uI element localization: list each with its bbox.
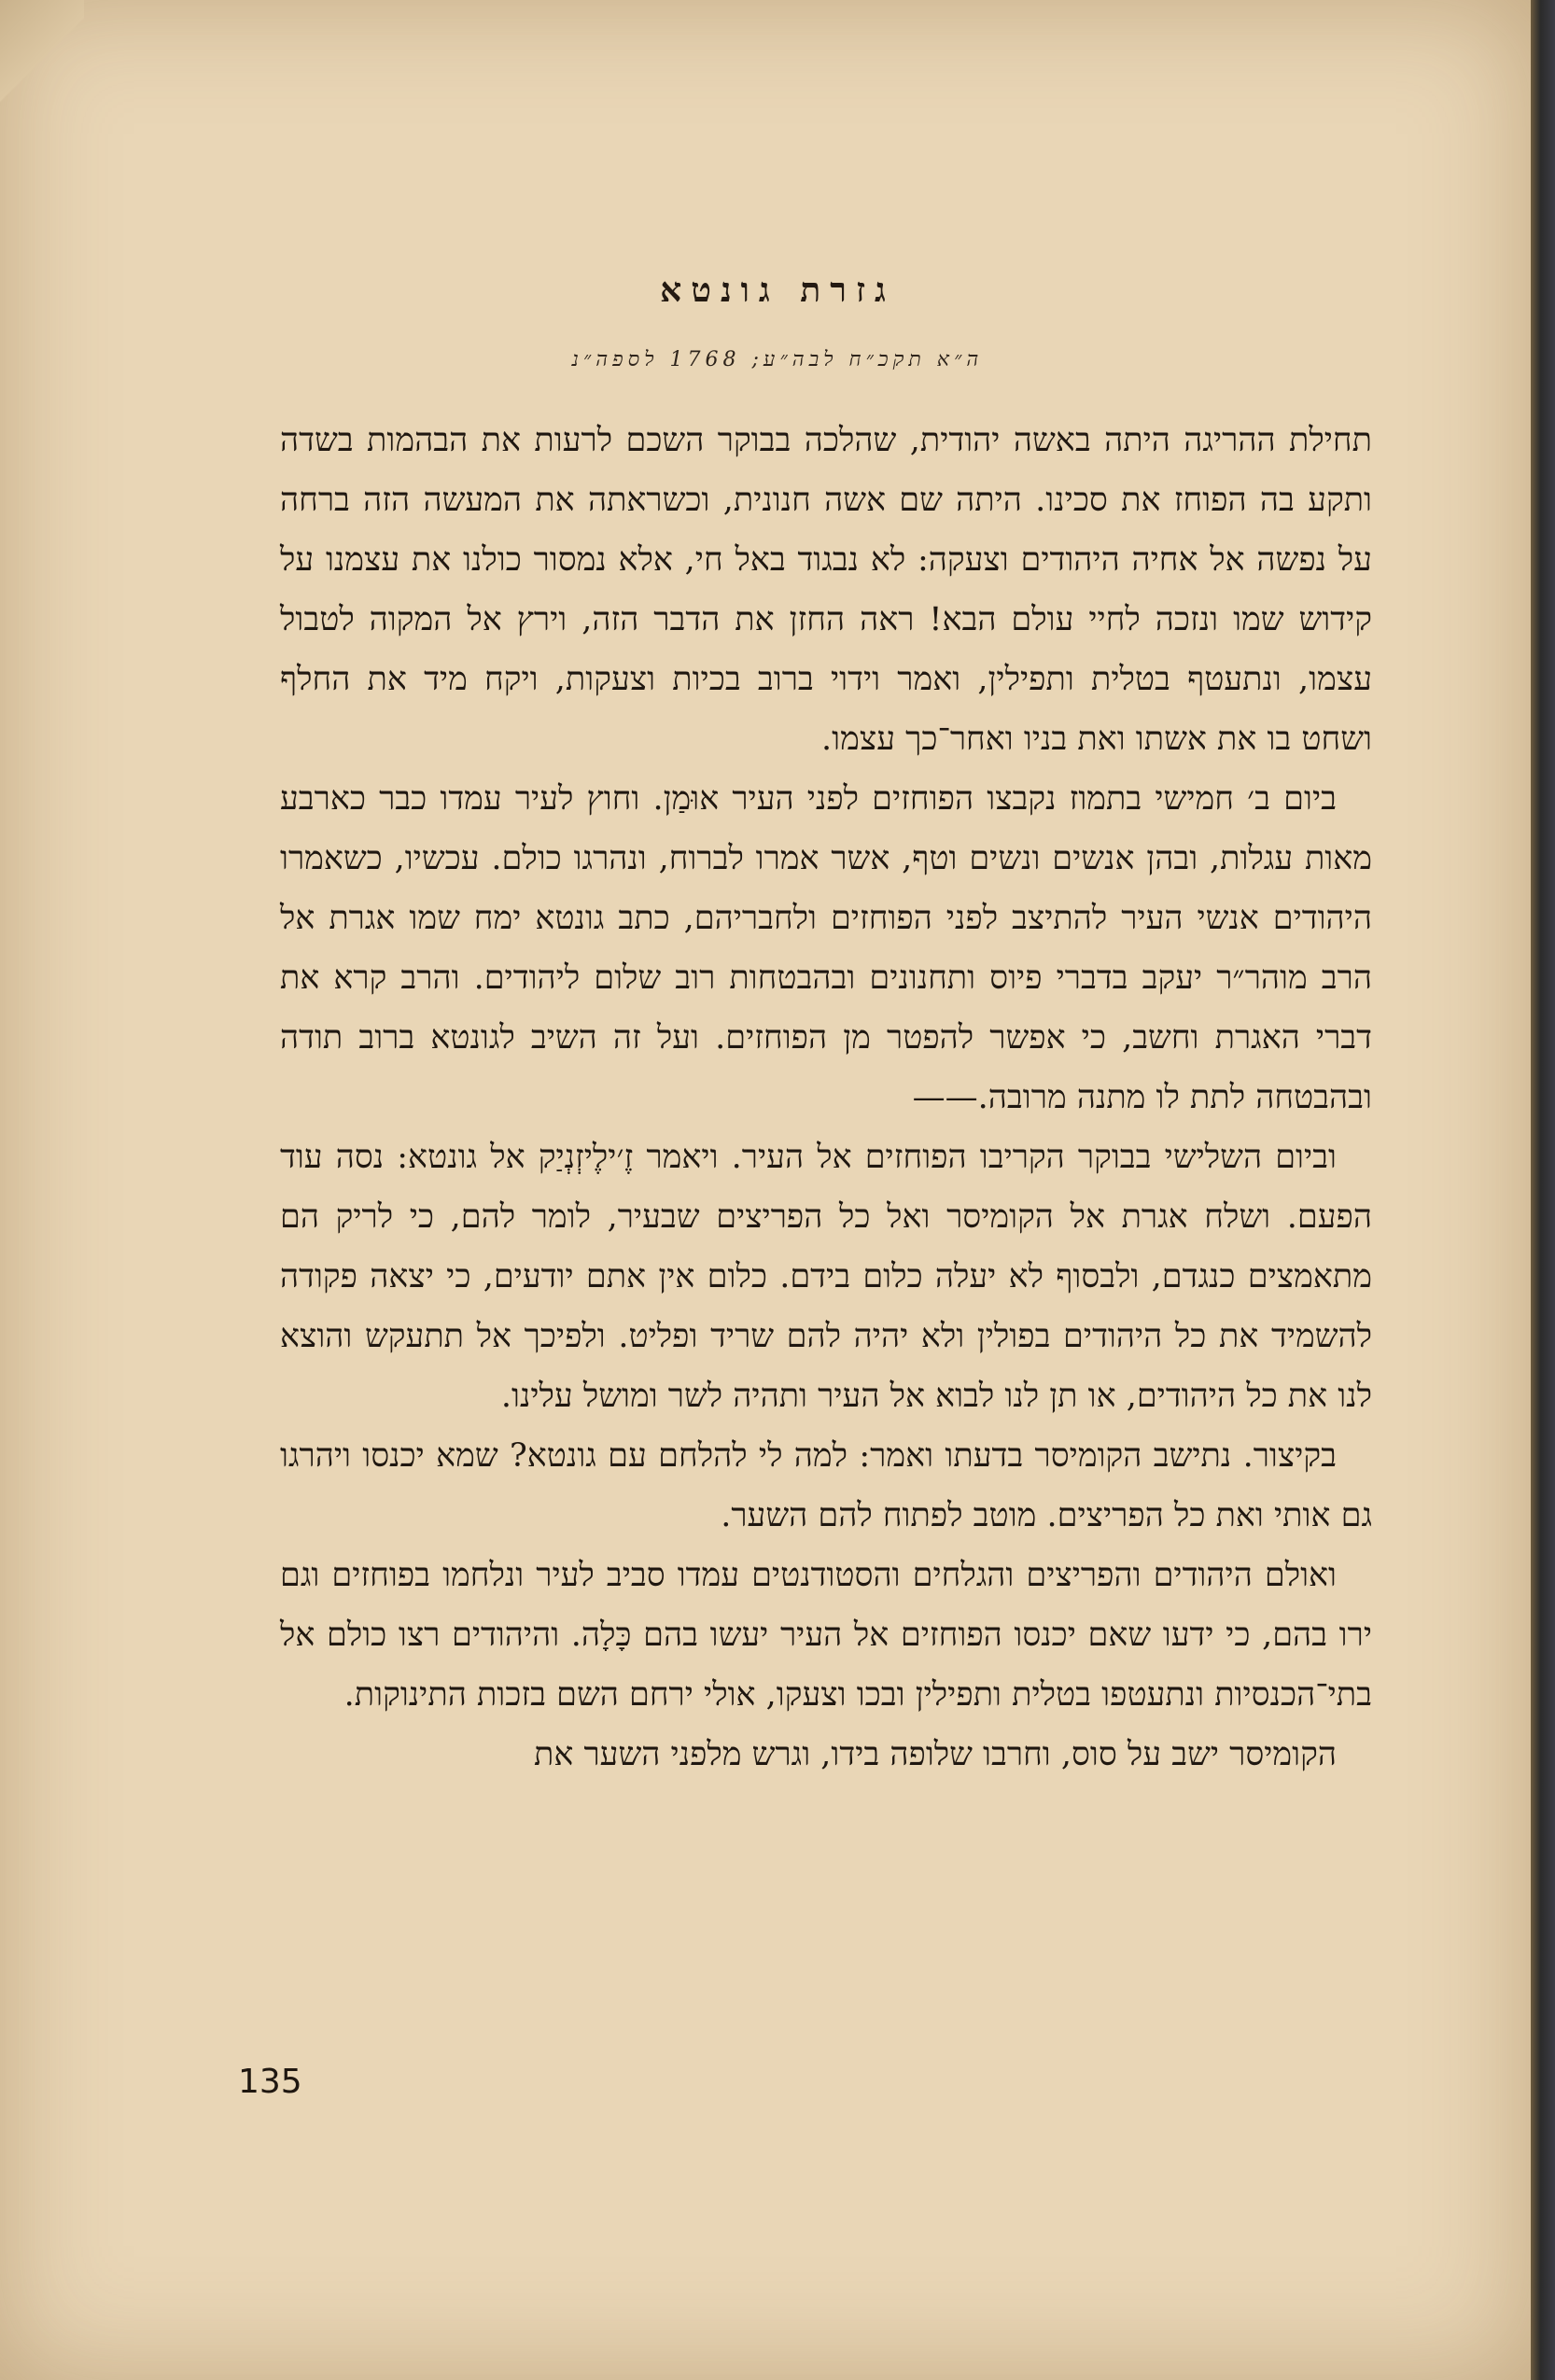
chapter-date-subtitle: ה״א תקכ״ח לבה״ע; 1768 לספה״נ	[571, 348, 984, 371]
worn-corner	[0, 0, 84, 140]
page-number: 135	[238, 2063, 302, 2101]
paragraph-5: ואולם היהודים והפריצים והגלחים והסטודנטים עמדו סביב לעיר ונלחמו בפוחזים וגם ירו בהם, כי ידעו שאם יכנסו הפוחזים אל העיר יעשו בהם כָּלָה. והיהודים רצו כולם אל בתי־הכנסיות ונתעטפו בטלית ותפילין ובכו וצעקו, אולי ירחם השם בזכות התינוקות.	[280, 1557, 1372, 1714]
body-text	[280, 411, 1372, 1785]
paragraph-2: ביום ב׳ חמישי בתמוז נקבצו הפוחזים לפני העיר אוּמַן. וחוץ לעיר עמדו כבר כארבע מאות עגלות, ובהן אנשים ונשים וטף, אשר אמרו לברוח, ונהרגו כולם. עכשיו, כשאמרו היהודים אנשי העיר להתיצב לפני הפוחזים ולחבריהם, כתב גונטא ימח שמו אגרת אל הרב מוהר״ר יעקב בדברי פיוס ותחנונים ובהבטחות רוב שלום ליהודים. והרב קרא את דברי האגרת וחשב, כי אפשר להפטר מן הפוחזים. ועל זה השיב לגונטא ברוב תודה ובהבטחה לתת לו מתנה מרובה.——	[280, 780, 1372, 1116]
paragraph-6: הקומיסר ישב על סוס, וחרבו שלופה בידו, וגרש מלפני השער את	[534, 1736, 1337, 1773]
binding-edge	[1531, 0, 1555, 2380]
paragraph-3: וביום השלישי בבוקר הקריבו הפוחזים אל העיר. ויאמר זֶ׳ילֶיזְנְיַק אל גונטא: נסה עוד הפעם. ושלח אגרת אל הקומיסר ואל כל הפריצים שבעיר, לומר להם, כי לריק הם מתאמצים כנגדם, ולבסוף לא יעלה כלום בידם. כלום אין אתם יודעים, כי יצאה פקודה להשמיד את כל היהודים בפולין ולא יהיה להם שריד ופליט. ולפיכך אל תתעקש והוצא לנו את כל היהודים, או תן לנו לבוא אל העיר ותהיה לשר ומושל עלינו.	[280, 1139, 1372, 1415]
chapter-title: גזרת גונטא	[660, 271, 895, 310]
paragraph-1: תחילת ההריגה היתה באשה יהודית, שהלכה בבוקר השכם לרעות את הבהמות בשדה ותקע בה הפוחז את סכינו. היתה שם אשה חנונית, וכשראתה את המעשה הזה ברחה על נפשה אל אחיה היהודים וצעקה: לא נבגוד באל חי, אלא נמסור כולנו את עצמנו על קידוש שמו ונזכה לחיי עולם הבא! ראה החזן את הדבר הזה, וירץ אל המקוה לטבול עצמו, ונתעטף בטלית ותפילין, ואמר וידוי ברוב בכיות וצעקות, ויקח מיד את החלף ושחט בו את אשתו ואת בניו ואחר־כך עצמו.	[280, 422, 1372, 758]
paragraph-4: בקיצור. נתישב הקומיסר בדעתו ואמר: למה לי להלחם עם גונטא? שמא יכנסו ויהרגו גם אותי ואת כל הפריצים. מוטב לפתוח להם השער.	[280, 1437, 1372, 1534]
